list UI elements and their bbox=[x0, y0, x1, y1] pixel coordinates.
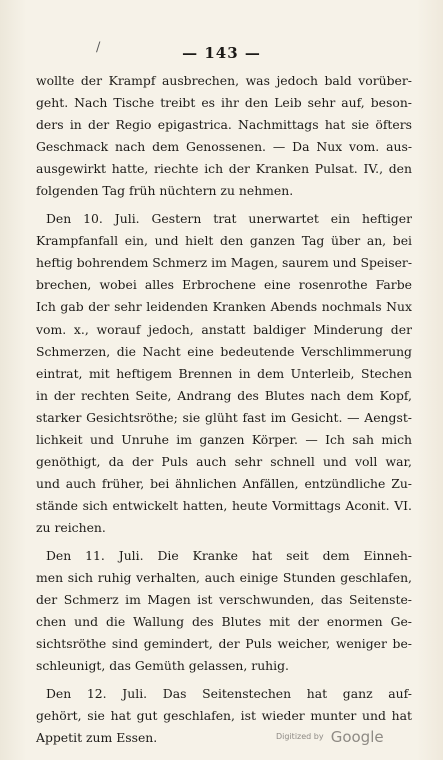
text-line: heftig bohrendem Schmerz im Magen, saurem und Speiser- bbox=[36, 255, 412, 271]
text-line: Den 12. Juli. Das Seitenstechen hat ganz auf- bbox=[46, 686, 412, 702]
text-line: stände sich entwickelt hatten, heute Vormittags Aconit. VI. bbox=[36, 497, 412, 513]
text-line: in der rechten Seite, Andrang des Blutes nach dem Kopf, bbox=[36, 387, 412, 403]
text-line: lichkeit und Unruhe im ganzen Körper. — Ich sah mich bbox=[36, 431, 412, 447]
watermark-prefix: Digitized by bbox=[276, 732, 324, 741]
text-line: chen und die Wallung des Blutes mit der enormen Ge- bbox=[36, 614, 412, 630]
text-line: Ich gab der sehr leidenden Kranken Abends nochmals Nux bbox=[36, 299, 412, 315]
google-logo: Google bbox=[330, 727, 384, 746]
text-line: genöthigt, da der Puls auch sehr schnell und voll war, bbox=[36, 453, 412, 469]
text-line: vom. x., worauf jedoch, anstatt baldiger Minderung der bbox=[36, 321, 412, 337]
text-line: geht. Nach Tische treibt es ihr den Leib sehr auf, beson- bbox=[36, 95, 412, 111]
text-line: Geschmack nach dem Genossenen. — Da Nux vom. aus- bbox=[36, 139, 412, 155]
text-line: und auch früher, bei ähnlichen Anfällen, entzündliche Zu- bbox=[36, 475, 412, 491]
text-line: Den 11. Juli. Die Kranke hat seit dem Einneh- bbox=[46, 547, 412, 563]
digitized-watermark bbox=[276, 726, 384, 746]
margin-mark: / bbox=[96, 40, 101, 55]
text-line: ausgewirkt hatte, riechte ich der Kranken Pulsat. IV., den bbox=[36, 161, 412, 177]
text-line: sichtsröthe sind gemindert, der Puls weicher, weniger be- bbox=[36, 636, 412, 652]
text-line: Den 10. Juli. Gestern trat unerwartet ein heftiger bbox=[46, 211, 412, 227]
text-line: der Schmerz im Magen ist verschwunden, das Seitenste- bbox=[36, 592, 412, 608]
text-line: Schmerzen, die Nacht eine bedeutende Verschlimmerung bbox=[36, 343, 412, 359]
page-number: — 143 — bbox=[182, 44, 261, 62]
text-line: folgenden Tag früh nüchtern zu nehmen. bbox=[36, 183, 294, 199]
text-line: starker Gesichtsröthe; sie glüht fast im Gesicht. — Aengst- bbox=[36, 409, 412, 425]
text-line: zu reichen. bbox=[36, 519, 106, 535]
text-line: ders in der Regio epigastrica. Nachmittags hat sie öfters bbox=[36, 117, 412, 133]
text-line: schleunigt, das Gemüth gelassen, ruhig. bbox=[36, 658, 289, 674]
body-text bbox=[36, 70, 412, 749]
text-line: Appetit zum Essen. bbox=[36, 730, 158, 746]
text-line: eintrat, mit heftigem Brennen in dem Unterleib, Stechen bbox=[36, 365, 412, 381]
text-line: Krampfanfall ein, und hielt den ganzen Tag über an, bei bbox=[36, 233, 412, 249]
text-line: gehört, sie hat gut geschlafen, ist wieder munter und hat bbox=[36, 708, 412, 724]
text-line: men sich ruhig verhalten, auch einige Stunden geschlafen, bbox=[36, 570, 412, 586]
text-line: wollte der Krampf ausbrechen, was jedoch bald vorüber- bbox=[36, 73, 412, 88]
text-line: brechen, wobei alles Erbrochene eine rosenrothe Farbe bbox=[36, 277, 412, 293]
